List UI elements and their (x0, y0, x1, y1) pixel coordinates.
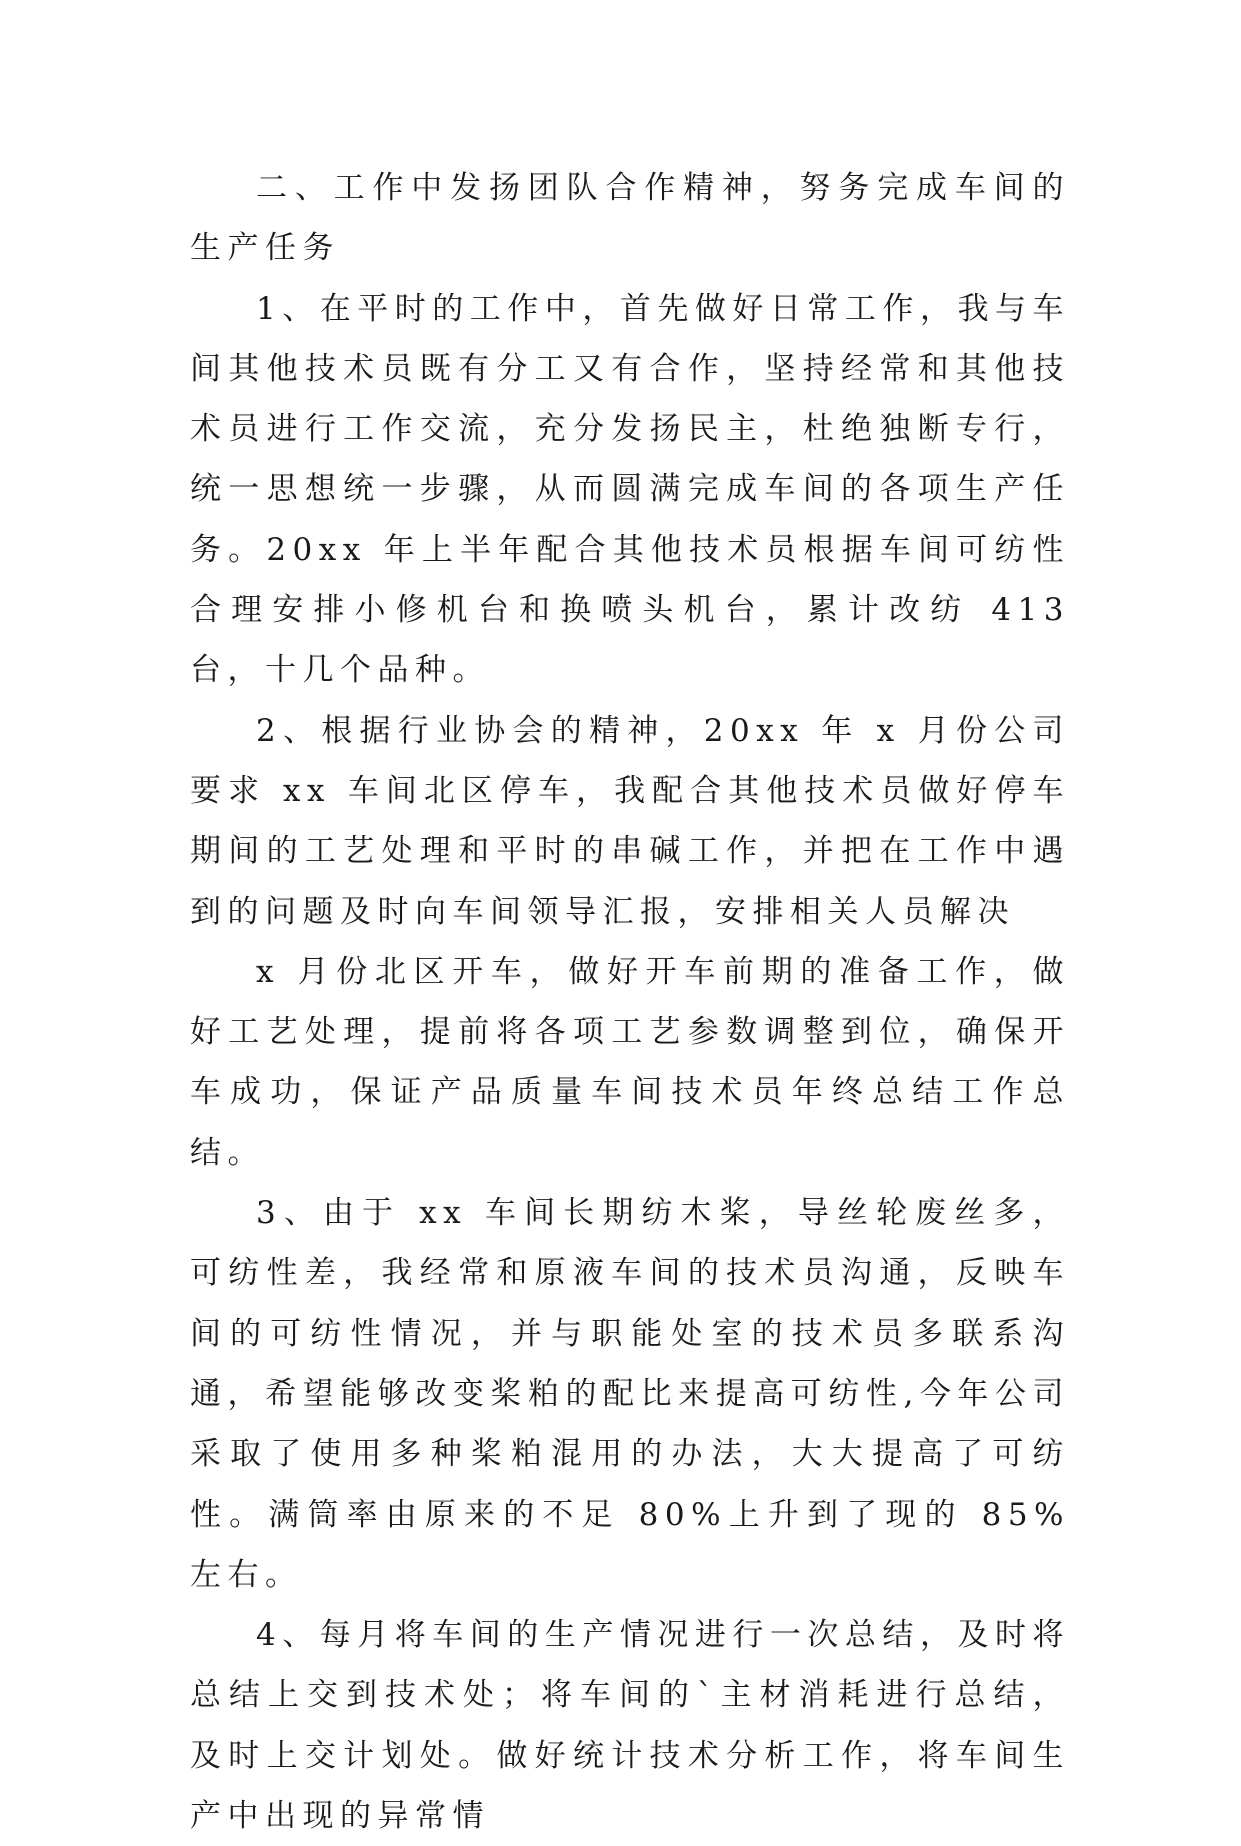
paragraph-item-3: 3、由于 xx 车间长期纺木桨，导丝轮废丝多，可纺性差，我经常和原液车间的技术员沟通，反映车间的可纺性情况，并与职能处室的技术员多联系沟通，希望能够改变桨粕的配比来提高可纺性,今年公司采取了使用多种桨粕混用的办法，大大提高了可纺性。满筒率由原来的不足 80%上升到了现的 85%左右。 (190, 1195, 1070, 1593)
section-heading: 二、工作中发扬团队合作精神，努务完成车间的生产任务 (190, 170, 1070, 267)
paragraph-item-1: 1、在平时的工作中，首先做好日常工作，我与车间其他技术员既有分工又有合作，坚持经常和其他技术员进行工作交流，充分发扬民主，杜绝独断专行，统一思想统一步骤，从而圆满完成车间的各项生产任务。20xx 年上半年配合其他技术员根据车间可纺性合理安排小修机台和换喷头机台，累计改纺 413 台，十几个品种。 (190, 290, 1070, 689)
paragraph-item-2: 2、根据行业协会的精神，20xx 年 x 月份公司要求 xx 车间北区停车，我配合其他技术员做好停车期间的工艺处理和平时的串碱工作，并把在工作中遇到的问题及时向车间领导汇报，安排相关人员解决 (190, 712, 1070, 930)
paragraph-item-4: 4、每月将车间的生产情况进行一次总结，及时将总结上交到技术处；将车间的`主材消耗进行总结，及时上交计划处。做好统计技术分析工作，将车间生产中出现的异常情 (190, 1617, 1070, 1835)
paragraph-north-zone: x 月份北区开车，做好开车前期的准备工作，做好工艺处理，提前将各项工艺参数调整到位，确保开车成功，保证产品质量车间技术员年终总结工作总结。 (190, 953, 1070, 1171)
document-body (190, 158, 1070, 1846)
